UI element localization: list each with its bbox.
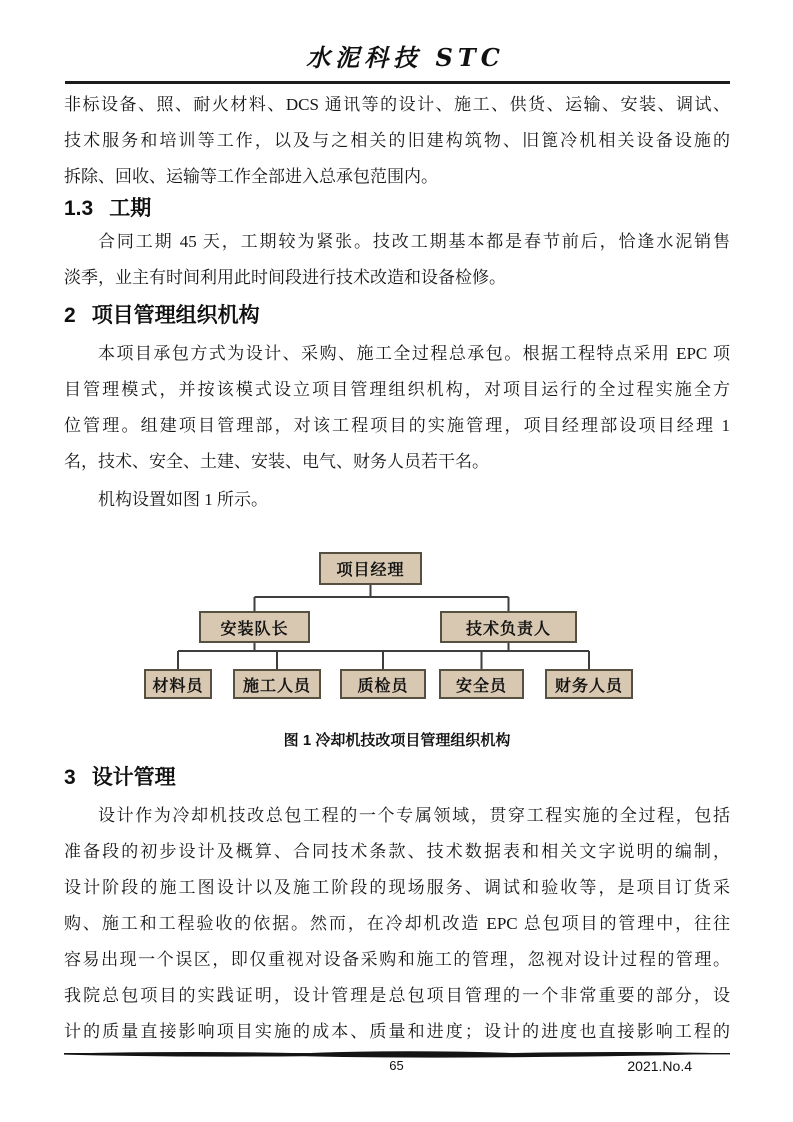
org-node-materials-clerk: 材料员 [144, 669, 212, 699]
paragraph-line: 设计阶段的施工图设计以及施工阶段的现场服务、调试和验收等，是项目订货采 [64, 878, 730, 897]
journal-title: 水泥科技 STC [306, 43, 505, 72]
section-heading-3 [64, 764, 730, 791]
paragraph-line: 技术服务和培训等工作，以及与之相关的旧建构筑物、旧篦冷机相关设备设施的 [64, 131, 730, 150]
paragraph-line: 拆除、回收、运输等工作全部进入总承包范围内。 [64, 167, 438, 186]
org-chart-figure [64, 547, 730, 705]
section-title: 工期 [109, 197, 152, 220]
content-column [64, 85, 730, 1050]
paragraph-line: 机构设置如图 1 所示。 [98, 490, 268, 509]
paragraph-line: 设计作为冷却机技改总包工程的一个专属领域，贯穿工程实施的全过程，包括 [98, 806, 730, 825]
section-title: 项目管理组织机构 [91, 304, 260, 327]
section-3-paragraph [64, 798, 730, 1050]
org-node-project-manager: 项目经理 [319, 552, 422, 585]
paragraph-line: 位管理。组建项目管理部，对该工程项目的实施管理，项目经理部设项目经理 1 [64, 416, 730, 435]
section-heading-1-3 [64, 195, 730, 222]
header-rule [65, 81, 730, 84]
paragraph-line: 容易出现一个误区，即仅重视对设备采购和施工的管理，忽视对设计过程的管理。 [64, 950, 730, 969]
paragraph-line: 本项目承包方式为设计、采购、施工全过程总承包。根据工程特点采用 EPC 项 [98, 344, 730, 363]
section-number: 2 [64, 304, 76, 327]
org-node-quality-inspector: 质检员 [340, 669, 426, 699]
paragraph-line: 合同工期 45 天，工期较为紧张。技改工期基本都是春节前后，恰逢水泥销售 [98, 232, 730, 251]
paragraph-line: 计的质量直接影响项目实施的成本、质量和进度；设计的进度也直接影响工程的 [64, 1022, 730, 1041]
org-node-technical-lead: 技术负责人 [440, 611, 577, 643]
paragraph-line: 非标设备、照、耐火材料、DCS 通讯等的设计、施工、供货、运输、安装、调试、 [64, 95, 730, 114]
org-node-finance-staff: 财务人员 [545, 669, 633, 699]
footer-issue-number: 2021.No.4 [627, 1058, 692, 1074]
section-number: 1.3 [64, 197, 94, 220]
section-heading-2 [64, 302, 730, 329]
figure-caption: 图 1 冷却机技改项目管理组织机构 [283, 732, 511, 749]
paragraph-line: 购、施工和工程验收的依据。然而，在冷却机改造 EPC 总包项目的管理中，往往 [64, 914, 730, 933]
intro-paragraph [64, 87, 730, 195]
org-node-construction-staff: 施工人员 [233, 669, 321, 699]
paragraph-line: 我院总包项目的实践证明，设计管理是总包项目管理的一个非常重要的部分，设 [64, 986, 730, 1005]
figure-reference-paragraph [64, 482, 730, 518]
section-2-paragraph [64, 336, 730, 480]
org-node-installation-leader: 安装队长 [199, 611, 310, 643]
paragraph-line: 准备段的初步设计及概算、合同技术条款、技术数据表和相关文字说明的编制， [64, 842, 730, 861]
paragraph-line: 名，技术、安全、土建、安装、电气、财务人员若干名。 [64, 452, 489, 471]
section-title: 设计管理 [91, 766, 176, 789]
org-node-safety-officer: 安全员 [439, 669, 524, 699]
paragraph-line: 目管理模式，并按该模式设立项目管理组织机构，对项目运行的全过程实施全方 [64, 380, 730, 399]
paragraph-line: 淡季，业主有时间利用此时间段进行技术改造和设备检修。 [64, 268, 506, 287]
section-number: 3 [64, 766, 76, 789]
footer-page-number: 65 [389, 1058, 404, 1073]
section-1-3-paragraph [64, 224, 730, 296]
